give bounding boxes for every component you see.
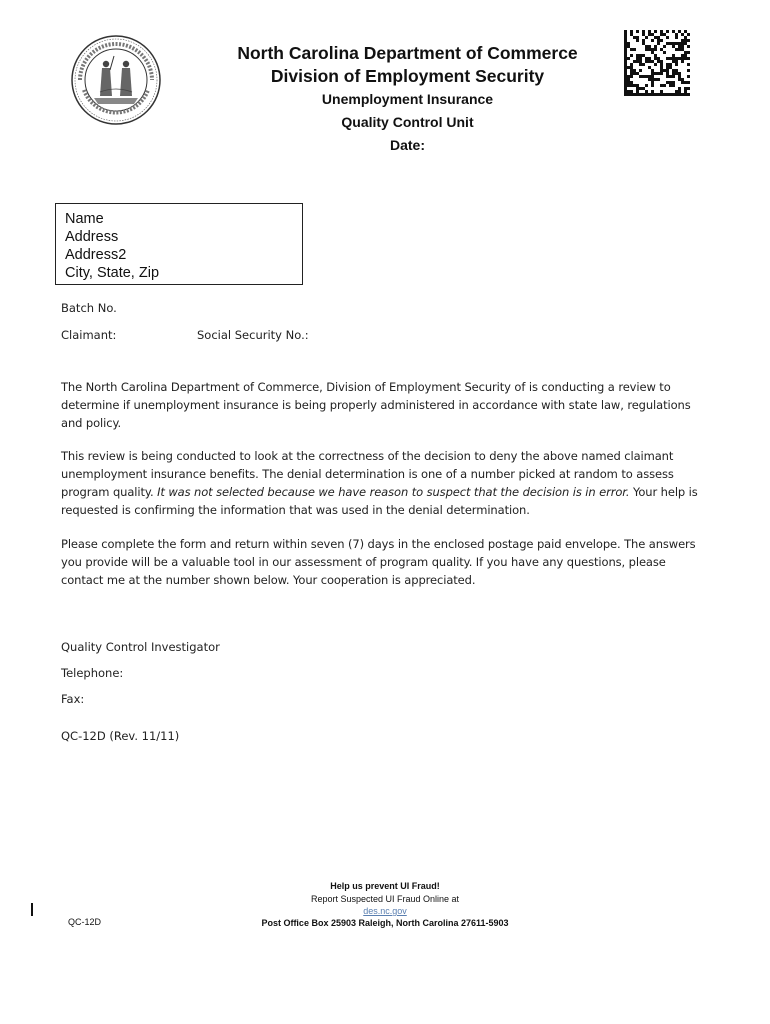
recipient-name: Name <box>65 211 104 227</box>
date-label: Date: <box>389 137 425 153</box>
ssn-label: Social Security No.: <box>197 328 309 342</box>
text-cursor <box>31 903 33 916</box>
recipient-address: Address <box>65 229 119 245</box>
fraud-report-text: Report Suspected UI Fraud Online at <box>310 894 460 904</box>
document-header <box>200 42 615 157</box>
address-block <box>55 203 303 285</box>
paragraph-purpose-text-b: Your help is requested is confirming the information that was used in the denial determination. <box>61 485 698 517</box>
fraud-link-line <box>220 905 550 917</box>
footer-form-code: QC-12D <box>68 917 102 927</box>
paragraph-purpose-italic: It was not selected because we have reason to suspect that the decision is in error. <box>157 485 630 499</box>
telephone-label: Telephone: <box>61 666 124 680</box>
paragraph-instructions: Please complete the form and return within seven (7) days in the enclosed postage paid envelope. The answers you provide will be a valuable tool in our assessment of program quality. If you have any questions, please contact me at the number shown below. Your cooperation is appreciated. <box>61 537 696 587</box>
division-title: Division of Employment Security <box>270 66 545 86</box>
investigator-title: Quality Control Investigator <box>61 640 220 654</box>
claimant-label: Claimant: <box>61 328 117 342</box>
department-title: North Carolina Department of Commerce <box>237 43 578 63</box>
recipient-city: City, State, Zip <box>65 265 160 281</box>
qr-code <box>624 30 690 96</box>
form-revision: QC-12D (Rev. 11/11) <box>61 729 180 743</box>
paragraph-purpose-text-a: This review is being conducted to look at the correctness of the decision to deny the above named claimant unemployment insurance benefits. The denial determination is one of a number picked at random to assess program quality. <box>61 449 674 499</box>
mailing-address: Post Office Box 25903 Raleigh, North Carolina 27611-5903 <box>261 918 509 928</box>
unit-subtitle: Unemployment Insurance <box>321 91 494 107</box>
batch-label: Batch No. <box>61 301 117 315</box>
fraud-heading: Help us prevent UI Fraud! <box>330 881 440 891</box>
state-seal-logo <box>70 34 162 126</box>
fax-label: Fax: <box>61 692 85 706</box>
des-website-link[interactable]: des.nc.gov <box>363 906 407 916</box>
recipient-address2: Address2 <box>65 247 127 263</box>
paragraph-purpose <box>61 447 701 519</box>
unit-name: Quality Control Unit <box>341 114 474 130</box>
paragraph-intro: The North Carolina Department of Commerce, Division of Employment Security of is conducting a review to determine if unemployment insurance is being properly administered in accordance with state law, regulations and policy. <box>61 380 691 430</box>
